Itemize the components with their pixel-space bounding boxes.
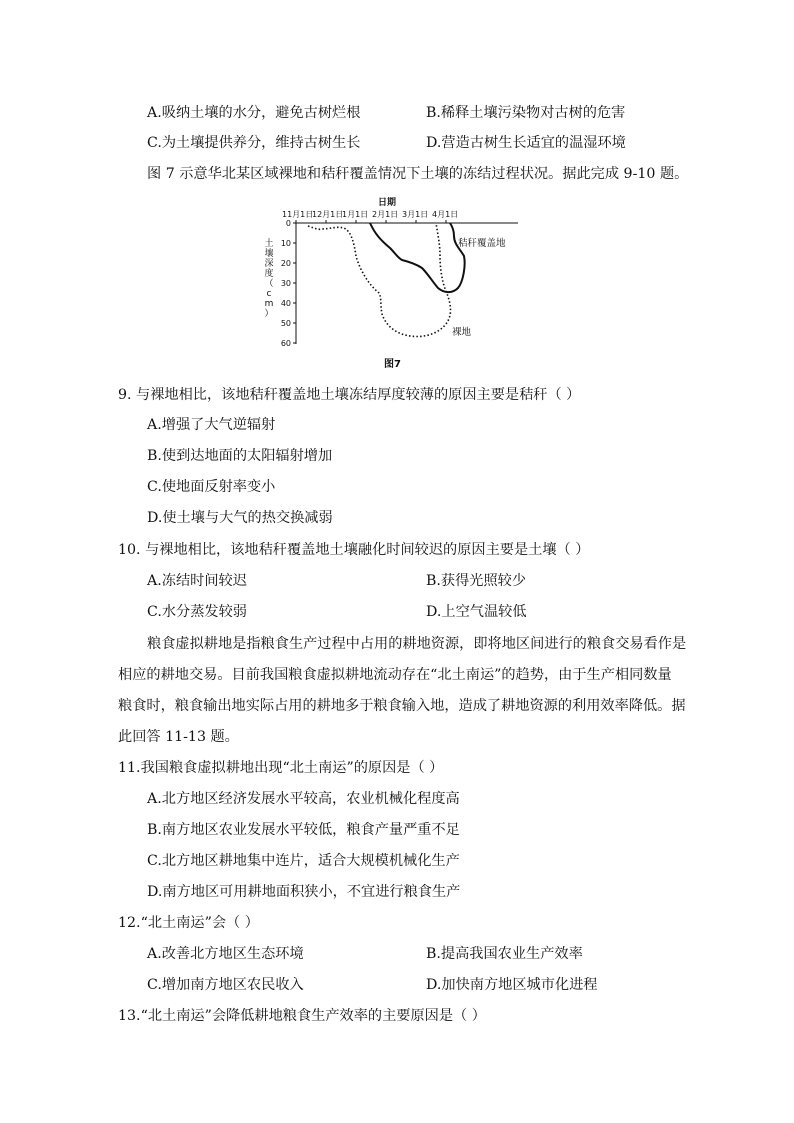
- y-tick-label: 20: [280, 259, 291, 268]
- x-tick-label: 1月1日: [342, 210, 369, 219]
- label-straw: 秸秆覆盖地: [458, 238, 506, 249]
- passage-line-2: 相应的耕地交易。目前我国粮食虚拟耕地流动存在“北土南运”的趋势，由于生产相同数量: [118, 667, 672, 683]
- y-axis-title-char: 深: [264, 259, 274, 269]
- y-axis-title-char: ）: [264, 309, 274, 319]
- y-tick-label: 0: [285, 219, 291, 228]
- x-tick-label: 3月1日: [402, 210, 429, 219]
- passage-line-3: 粮食时，粮食输出地实际占用的耕地多于粮食输入地，造成了耕地资源的利用效率降低。据: [118, 698, 686, 714]
- q11-option-b: B.南方地区农业发展水平较低，粮食产量严重不足: [147, 822, 460, 838]
- intro-9-10: 图 7 示意华北某区域裸地和秸秆覆盖情况下土壤的冻结过程状况。据此完成 9-10 题。: [147, 166, 689, 182]
- soil-freeze-chart: [260, 196, 530, 376]
- q13-stem: 13.“北土南运”会降低耕地粮食生产效率的主要原因是（ ）: [118, 1008, 486, 1024]
- passage-line-1: 粮食虚拟耕地是指粮食生产过程中占用的耕地资源，即将地区间进行的粮食交易看作是: [147, 636, 687, 652]
- q9-option-b: B.使到达地面的太阳辐射增加: [147, 448, 333, 464]
- q8-option-d: D.营造古树生长适宜的温湿环境: [426, 135, 626, 151]
- q11-stem: 11.我国粮食虚拟耕地出现“北土南运”的原因是（ ）: [118, 760, 444, 776]
- x-axis-title: 日期: [378, 198, 397, 208]
- q9-option-d: D.使土壤与大气的热交换减弱: [147, 510, 333, 526]
- y-tick-label: 50: [280, 319, 291, 328]
- series-bare-line: [308, 223, 451, 337]
- q10-option-c: C.水分蒸发较弱: [147, 604, 247, 620]
- x-tick-label: 2月1日: [372, 210, 399, 219]
- q8-option-b: B.稀释土壤污染物对古树的危害: [426, 105, 626, 121]
- y-axis-title-char: 度: [264, 269, 274, 279]
- x-tick-label: 12月1日: [312, 210, 344, 219]
- q10-option-a: A.冻结时间较迟: [147, 573, 247, 589]
- y-tick-label: 10: [280, 239, 291, 248]
- x-tick-label: 11月1日: [282, 210, 314, 219]
- q8-option-c: C.为土壤提供养分，维持古树生长: [147, 135, 361, 151]
- q12-option-d: D.加快南方地区城市化进程: [426, 977, 598, 993]
- passage-line-4: 此回答 11-13 题。: [118, 729, 239, 745]
- y-tick-label: 30: [280, 279, 291, 288]
- q12-option-c: C.增加南方地区农民收入: [147, 977, 304, 993]
- label-bare: 裸地: [452, 327, 472, 338]
- q9-stem: 9. 与裸地相比，该地秸秆覆盖地土壤冻结厚度较薄的原因主要是秸秆（ ）: [118, 387, 581, 403]
- q9-option-c: C.使地面反射率变小: [147, 479, 276, 495]
- q8-option-a: A.吸纳土壤的水分，避免古树烂根: [147, 105, 361, 121]
- q9-option-a: A.增强了大气逆辐射: [147, 417, 276, 433]
- y-axis-title-char: m: [264, 299, 274, 309]
- series-straw-line: [370, 223, 465, 292]
- q10-option-d: D.上空气温较低: [426, 604, 527, 620]
- q12-option-a: A.改善北方地区生态环境: [147, 946, 304, 962]
- y-axis-title-char: 壤: [264, 249, 274, 259]
- q11-option-c: C.北方地区耕地集中连片，适合大规模机械化生产: [147, 853, 460, 869]
- x-tick-label: 4月1日: [432, 210, 459, 219]
- figure-7: [260, 196, 530, 376]
- q10-stem: 10. 与裸地相比，该地秸秆覆盖地土壤融化时间较迟的原因主要是土壤（ ）: [118, 542, 590, 558]
- y-axis-title-char: c: [266, 289, 272, 299]
- y-tick-label: 60: [280, 339, 291, 348]
- y-tick-label: 40: [280, 299, 291, 308]
- q12-stem: 12.“北土南运”会（ ）: [118, 915, 259, 931]
- q11-option-d: D.南方地区可用耕地面积狭小，不宜进行粮食生产: [147, 884, 461, 900]
- q11-option-a: A.北方地区经济发展水平较高，农业机械化程度高: [147, 791, 460, 807]
- y-axis-title-char: （: [264, 279, 274, 289]
- q10-option-b: B.获得光照较少: [426, 573, 527, 589]
- y-axis-title-char: 土: [264, 239, 274, 249]
- q12-option-b: B.提高我国农业生产效率: [426, 946, 583, 962]
- figure-caption: 图7: [384, 359, 401, 370]
